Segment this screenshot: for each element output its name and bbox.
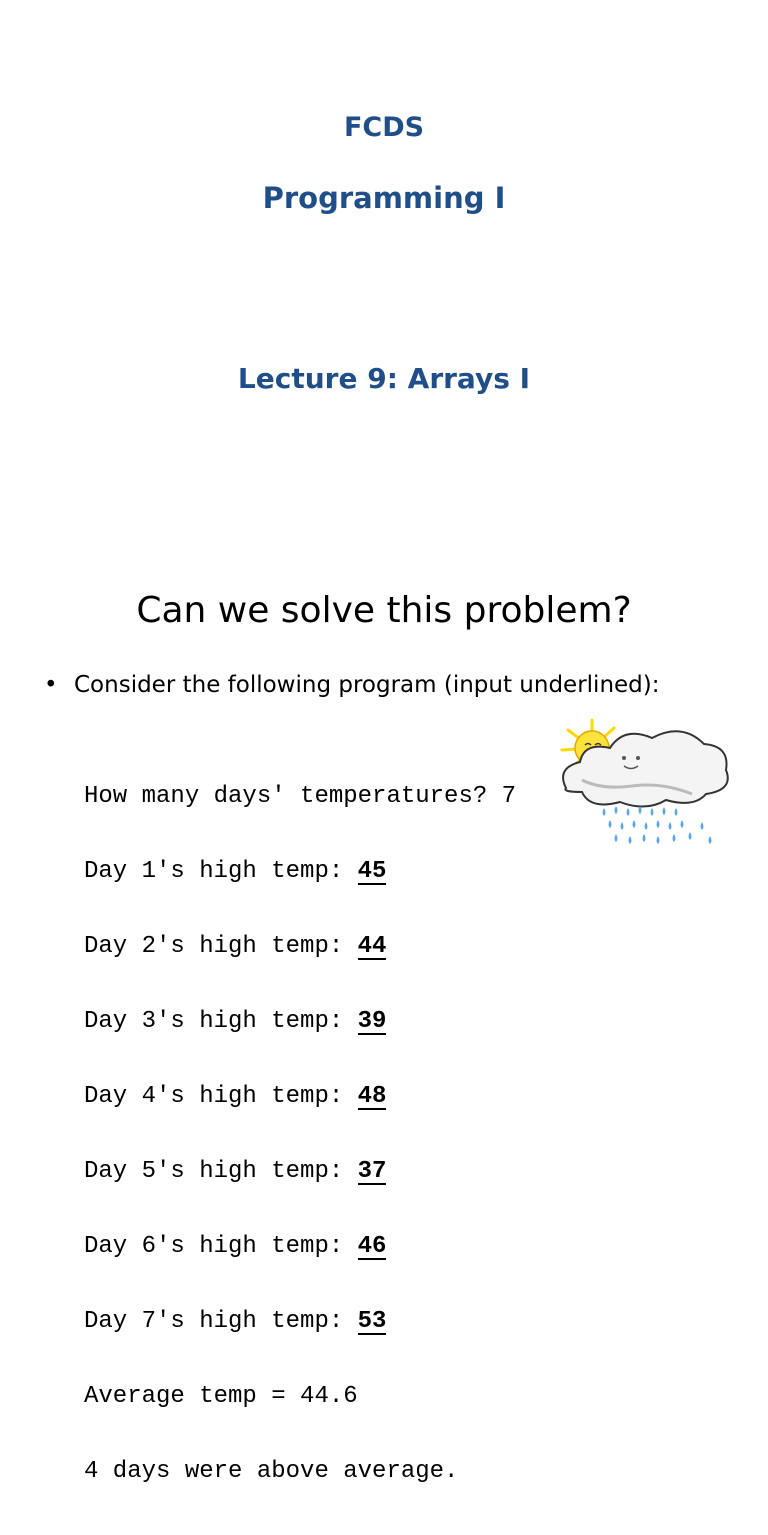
console-day-line [84, 1234, 510, 1259]
day-input: 46 [357, 1233, 387, 1260]
day-input: 44 [357, 933, 387, 960]
day-input: 45 [357, 858, 387, 885]
day-label: Day 1's high temp: [84, 858, 358, 885]
day-input: 53 [357, 1308, 387, 1335]
day-label: Day 2's high temp: [84, 933, 358, 960]
day-label: Day 4's high temp: [84, 1083, 358, 1110]
day-input: 37 [357, 1158, 387, 1185]
lecture-title: Lecture 9: Arrays I [237, 362, 531, 395]
console-day-line [84, 1084, 510, 1109]
course-name: Programming I [262, 181, 506, 215]
sun-cloud-rain-icon [552, 710, 732, 850]
day-label: Day 6's high temp: [84, 1233, 358, 1260]
day-label: Day 3's high temp: [84, 1008, 358, 1035]
console-day-line [84, 934, 510, 959]
bullet-text: Consider the following program (input underlined): [74, 672, 660, 698]
day-label: Day 7's high temp: [84, 1308, 358, 1335]
console-day-line [84, 1159, 510, 1184]
console-day-line [84, 859, 510, 884]
title-slide [0, 0, 768, 560]
console-average-line: Average temp = 44.6 [84, 1383, 358, 1410]
course-code: FCDS [343, 112, 425, 143]
bullet-item [44, 672, 660, 698]
console-prompt-input: 7 [501, 783, 517, 810]
console-prompt-line [84, 783, 517, 810]
console-output [84, 734, 517, 1534]
console-above-line: 4 days were above average. [84, 1458, 459, 1485]
console-day-line [84, 1309, 510, 1334]
problem-slide [0, 560, 768, 1485]
console-day-line [84, 1009, 510, 1034]
console-prompt: How many days' temperatures? [84, 783, 502, 810]
slide-heading: Can we solve this problem? [136, 590, 632, 631]
day-input: 48 [357, 1083, 387, 1110]
day-input: 39 [357, 1008, 387, 1035]
day-label: Day 5's high temp: [84, 1158, 358, 1185]
bullet-icon: • [44, 672, 58, 698]
